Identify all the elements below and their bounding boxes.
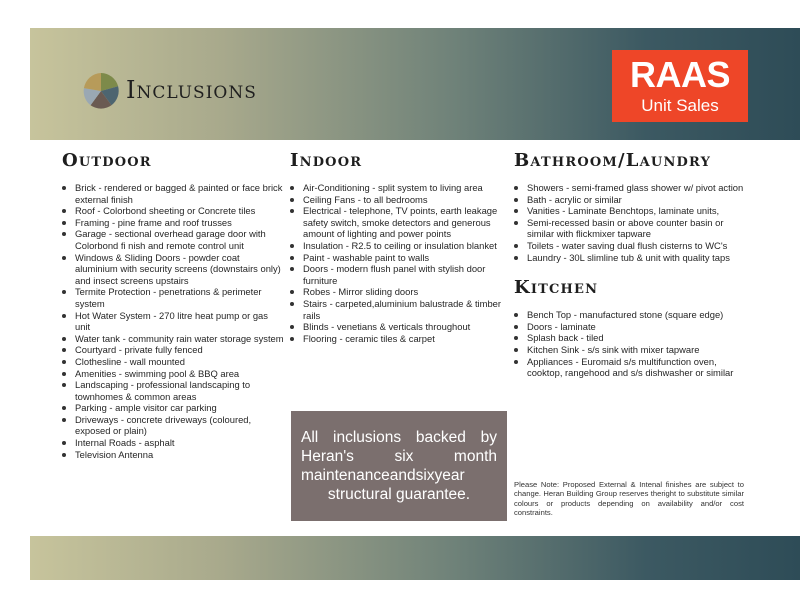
list-item: Air-Conditioning - split system to living area [290,182,508,194]
list-item: Showers - semi-framed glass shower w/ pivot action [514,182,746,194]
list-item: Paint - washable paint to walls [290,252,508,264]
list-item: Courtyard - private fully fenced [62,344,284,356]
list-item: Hot Water System - 270 litre heat pump or gas unit [62,310,284,333]
list-item: Toilets - water saving dual flush cisterns to WC's [514,240,746,252]
list-item: Stairs - carpeted,aluminium balustrade & timber rails [290,298,508,321]
list-item: Termite Protection - penetrations & perimeter system [62,286,284,309]
list-item: Insulation - R2.5 to ceiling or insulation blanket [290,240,508,252]
indoor-section [290,150,508,344]
kitchen-heading: Kitchen [514,277,599,299]
page-title: Inclusions [126,76,257,104]
kitchen-list [514,309,746,379]
brand-subtitle: Unit Sales [641,96,719,115]
list-item: Clothesline - wall mounted [62,356,284,368]
list-item: Kitchen Sink - s/s sink with mixer tapware [514,344,746,356]
list-item: Doors - laminate [514,321,746,333]
list-item: Television Antenna [62,449,284,461]
list-item: Robes - Mirror sliding doors [290,286,508,298]
list-item: Splash back - tiled [514,332,746,344]
list-item: Flooring - ceramic tiles & carpet [290,333,508,345]
brand-name: RAAS [629,54,730,95]
list-item: Vanities - Laminate Benchtops, laminate units, [514,205,746,217]
list-item: Appliances - Euromaid s/s multifunction oven, cooktop, rangehood and s/s dishwasher or similar [514,356,746,379]
list-item: Landscaping - professional landscaping to townhomes & common areas [62,379,284,402]
list-item: Bench Top - manufactured stone (square edge) [514,309,746,321]
list-item: Windows & Sliding Doors - powder coat aluminium with security screens (downstairs only) and insect screens upstairs [62,252,284,287]
logo-pie-icon [82,72,120,110]
list-item: Semi-recessed basin or above counter basin or similar with flickmixer tapware [514,217,746,240]
list-item: Electrical - telephone, TV points, earth leakage safety switch, smoke detectors and generous amount of lighting and power points [290,205,508,240]
list-item: Laundry - 30L slimline tub & unit with quality taps [514,252,746,264]
outdoor-heading: Outdoor [62,150,152,171]
list-item: Framing - pine frame and roof trusses [62,217,284,229]
bathroom-list [514,182,746,263]
disclaimer-note: Please Note: Proposed External & Intenal finishes are subject to change. Heran Building Group reserves theright to substitute similar colours or products depending on availability and/or cost constraints. [514,480,744,518]
brand-logo [612,50,748,122]
list-item: Brick - rendered or bagged & painted or face brick external finish [62,182,284,205]
list-item: Water tank - community rain water storage system [62,333,284,345]
list-item: Garage - sectional overhead garage door with Colorbond fi nish and remote control unit [62,228,284,251]
bathroom-heading: Bathroom/Laundry [514,150,712,171]
footer-banner [30,536,800,580]
list-item: Amenities - swimming pool & BBQ area [62,368,284,380]
list-item: Driveways - concrete driveways (coloured, exposed or plain) [62,414,284,437]
bathroom-section [514,150,746,379]
list-item: Bath - acrylic or similar [514,194,746,206]
list-item: Parking - ample visitor car parking [62,402,284,414]
list-item: Internal Roads - asphalt [62,437,284,449]
indoor-heading: Indoor [290,150,363,171]
indoor-list [290,182,508,344]
outdoor-section [62,150,284,460]
outdoor-list [62,182,284,460]
guarantee-box: All inclusions backed by Heran's six month maintenanceandsixyear structural guarantee. [291,411,507,521]
list-item: Doors - modern flush panel with stylish door furniture [290,263,508,286]
list-item: Ceiling Fans - to all bedrooms [290,194,508,206]
list-item: Blinds - venetians & verticals throughout [290,321,508,333]
list-item: Roof - Colorbond sheeting or Concrete tiles [62,205,284,217]
